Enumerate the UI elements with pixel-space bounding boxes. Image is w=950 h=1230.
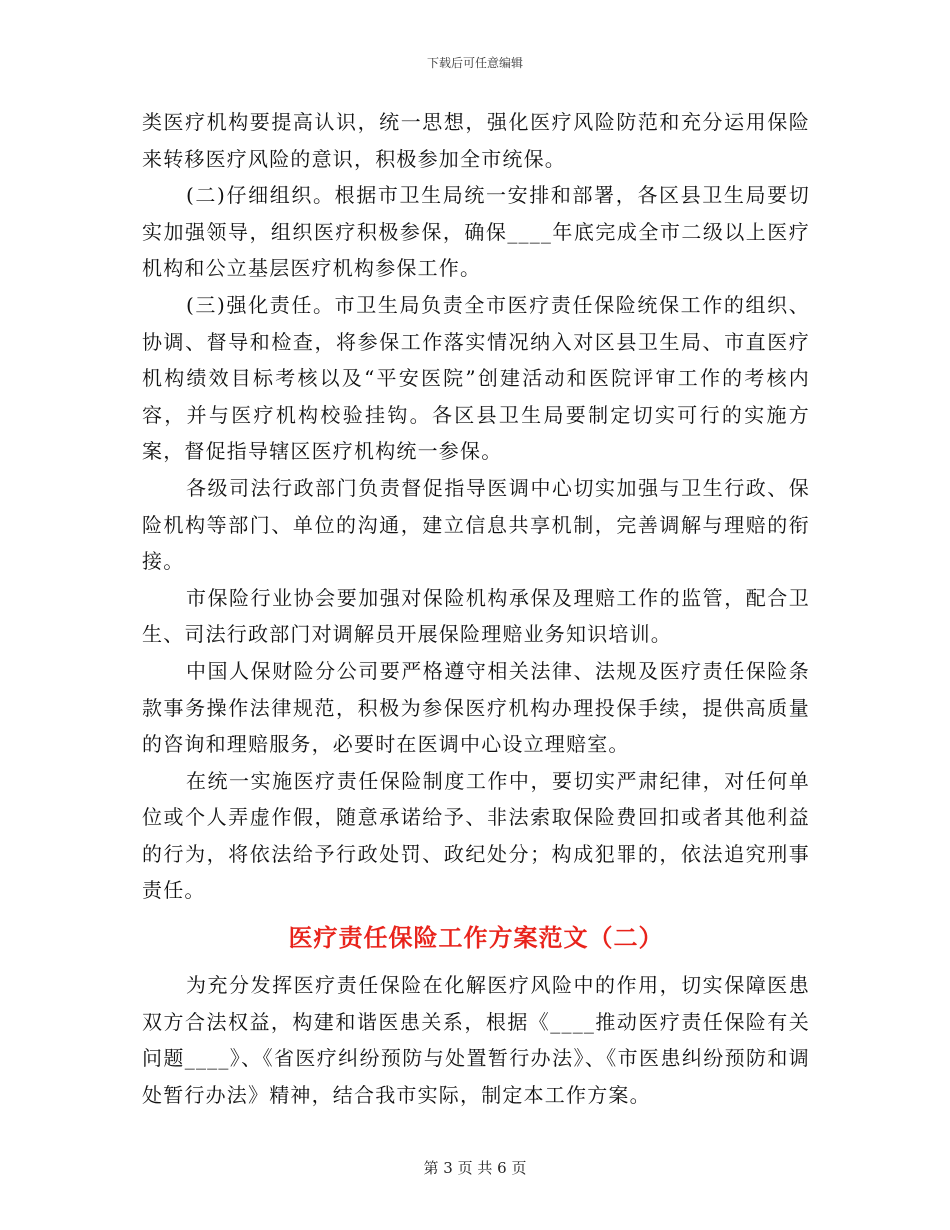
page-number: 第 3 页 共 6 页 xyxy=(423,1159,527,1177)
paragraph-3: (三)强化责任。市卫生局负责全市医疗责任保险统保工作的组织、协调、督导和检查，将参保工作落实情况纳入对区县卫生局、市直医疗机构绩效目标考核以及“平安医院”创建活动和医院评审工作的考核内容，并与医疗机构校验挂钩。各区县卫生局要制定切实可行的实施方案，督促指导辖区医疗机构统一参保。 xyxy=(142,292,810,464)
paragraph-5: 市保险行业协会要加强对保险机构承保及理赔工作的监管，配合卫生、司法行政部门对调解员开展保险理赔业务知识培训。 xyxy=(142,585,810,647)
paragraph-6: 中国人保财险分公司要严格遵守相关法律、法规及医疗责任保险条款事务操作法律规范，积极为参保医疗机构办理投保手续，提供高质量的咨询和理赔服务，必要时在医调中心设立理赔室。 xyxy=(142,658,810,757)
paragraph-7: 在统一实施医疗责任保险制度工作中，要切实严肃纪律，对任何单位或个人弄虚作假，随意承诺给予、非法索取保险费回扣或者其他利益的行为，将依法给予行政处罚、政纪处分；构成犯罪的，依法追究刑事责任。 xyxy=(142,768,810,903)
paragraph-4: 各级司法行政部门负责督促指导医调中心切实加强与卫生行政、保险机构等部门、单位的沟通，建立信息共享机制，完善调解与理赔的衔接。 xyxy=(142,475,810,574)
paragraph-2: (二)仔细组织。根据市卫生局统一安排和部署，各区县卫生局要切实加强领导，组织医疗积极参保，确保____年底完成全市二级以上医疗机构和公立基层医疗机构参保工作。 xyxy=(142,183,810,281)
paragraph-1: 类医疗机构要提高认识，统一思想，强化医疗风险防范和充分运用保险来转移医疗风险的意识，积极参加全市统保。 xyxy=(142,110,810,171)
document-body xyxy=(142,104,810,1113)
paragraph-8: 为充分发挥医疗责任保险在化解医疗风险中的作用，切实保障医患双方合法权益，构建和谐医患关系，根据《____推动医疗责任保险有关问题____》、《省医疗纠纷预防与处置暂行办法》、《市医患纠纷预防和调处暂行办法》精神，结合我市实际，制定本工作方案。 xyxy=(142,973,810,1107)
section-title: 医疗责任保险工作方案范文（二） xyxy=(288,924,664,953)
page-header: 下载后可任意编辑 xyxy=(426,56,523,70)
